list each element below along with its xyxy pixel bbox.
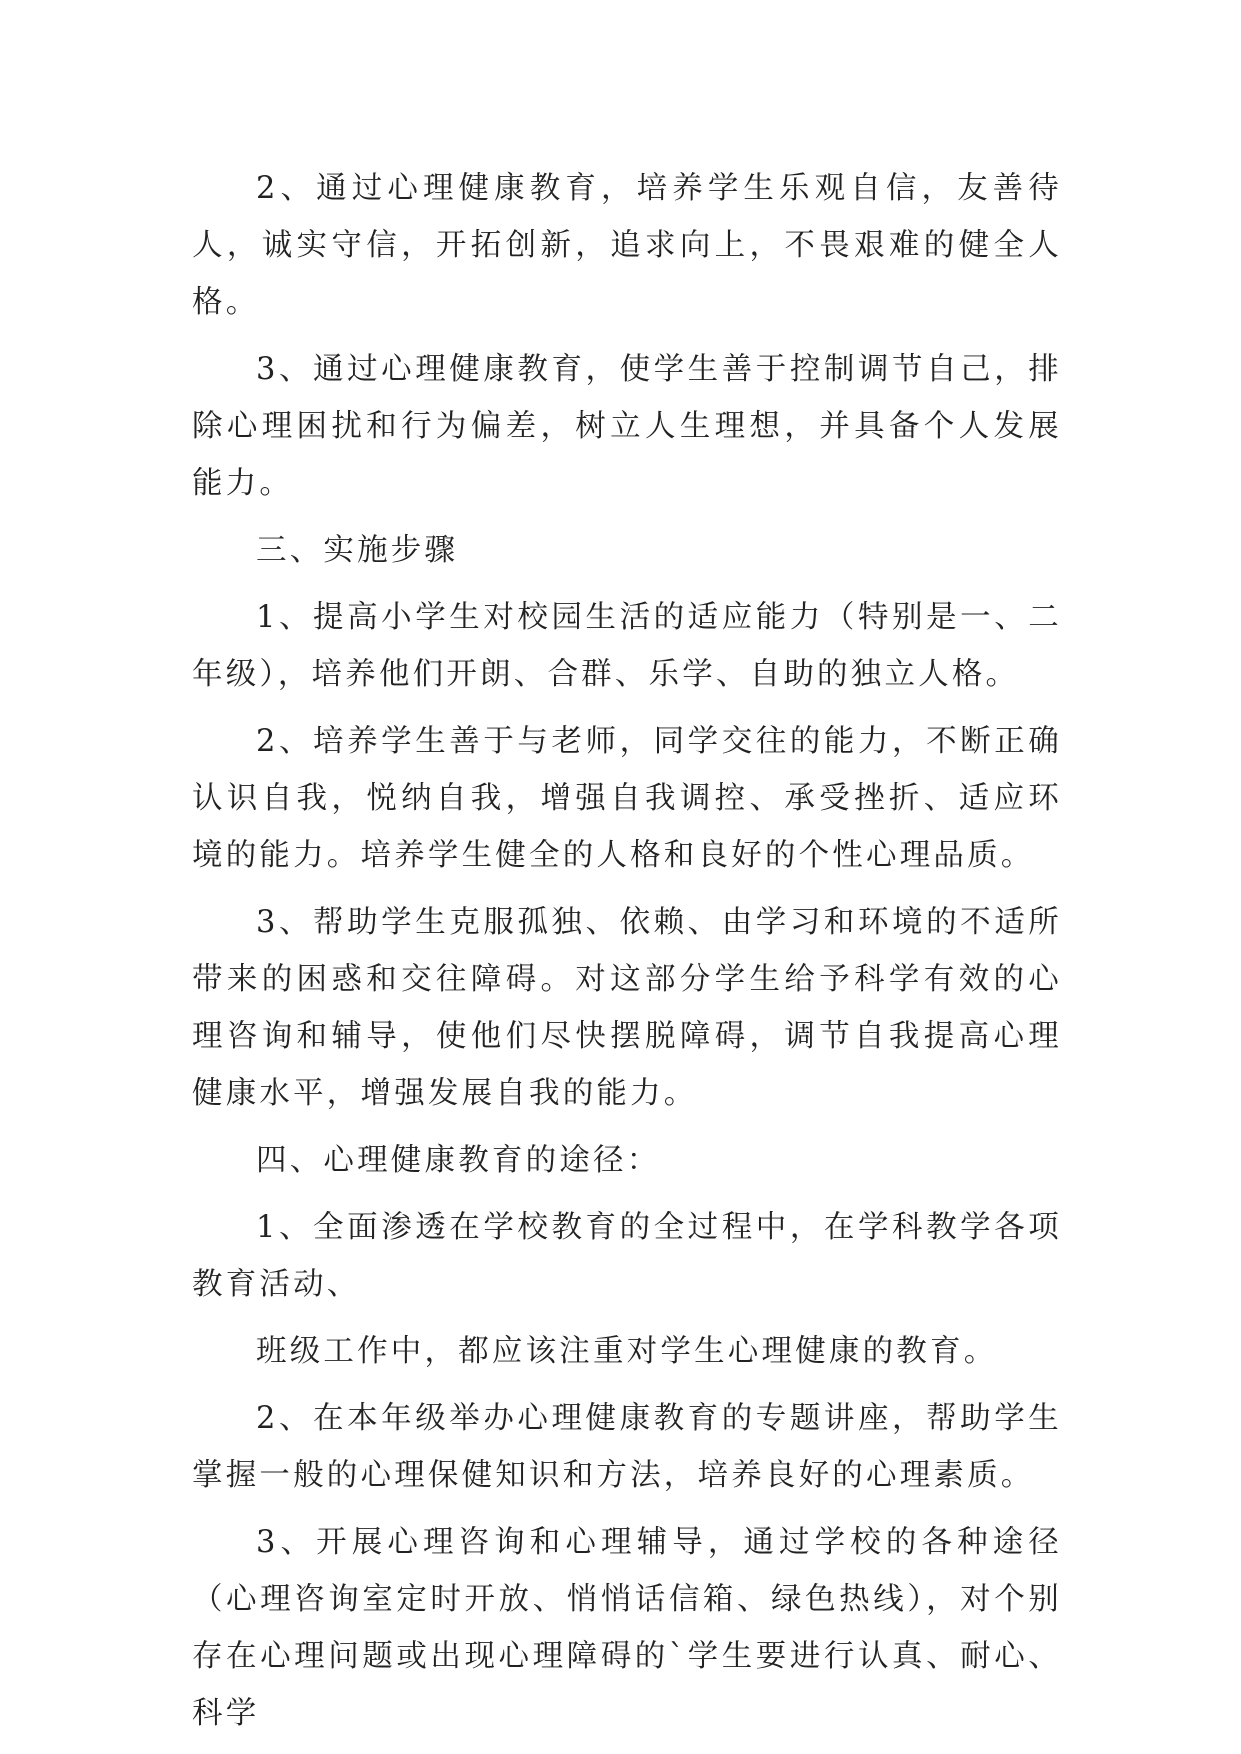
paragraph-step-1: 1、提高小学生对校园生活的适应能力（特别是一、二年级），培养他们开朗、合群、乐学、自助的独立人格。 bbox=[192, 600, 1062, 692]
paragraph-step-3: 3、帮助学生克服孤独、依赖、由学习和环境的不适所带来的困惑和交往障碍。对这部分学生给予科学有效的心理咨询和辅导，使他们尽快摆脱障碍，调节自我提高心理健康水平，增强发展自我的能力。 bbox=[192, 905, 1062, 1111]
section-heading-steps: 三、实施步骤 bbox=[256, 533, 459, 568]
paragraph-approach-1: 1、全面渗透在学校教育的全过程中，在学科教学各项教育活动、 bbox=[192, 1210, 1062, 1302]
paragraph-step-2: 2、培养学生善于与老师，同学交往的能力，不断正确认识自我，悦纳自我，增强自我调控、承受挫折、适应环境的能力。培养学生健全的人格和良好的个性心理品质。 bbox=[192, 724, 1062, 873]
paragraph-goal-3: 3、通过心理健康教育，使学生善于控制调节自己，排除心理困扰和行为偏差，树立人生理想，并具备个人发展能力。 bbox=[192, 352, 1062, 501]
paragraph-approach-2: 2、在本年级举办心理健康教育的专题讲座，帮助学生掌握一般的心理保健知识和方法，培养良好的心理素质。 bbox=[192, 1401, 1062, 1493]
paragraph-approach-1-cont: 班级工作中，都应该注重对学生心理健康的教育。 bbox=[256, 1334, 998, 1369]
paragraph-approach-3: 3、开展心理咨询和心理辅导，通过学校的各种途径（心理咨询室定时开放、悄悄话信箱、绿色热线），对个别存在心理问题或出现心理障碍的`学生要进行认真、耐心、科学 bbox=[192, 1525, 1062, 1731]
paragraph-goal-2: 2、通过心理健康教育，培养学生乐观自信，友善待人，诚实守信，开拓创新，追求向上，不畏艰难的健全人格。 bbox=[192, 171, 1062, 320]
section-heading-approaches: 四、心理健康教育的途径： bbox=[256, 1143, 661, 1178]
document-body bbox=[192, 160, 1062, 1752]
